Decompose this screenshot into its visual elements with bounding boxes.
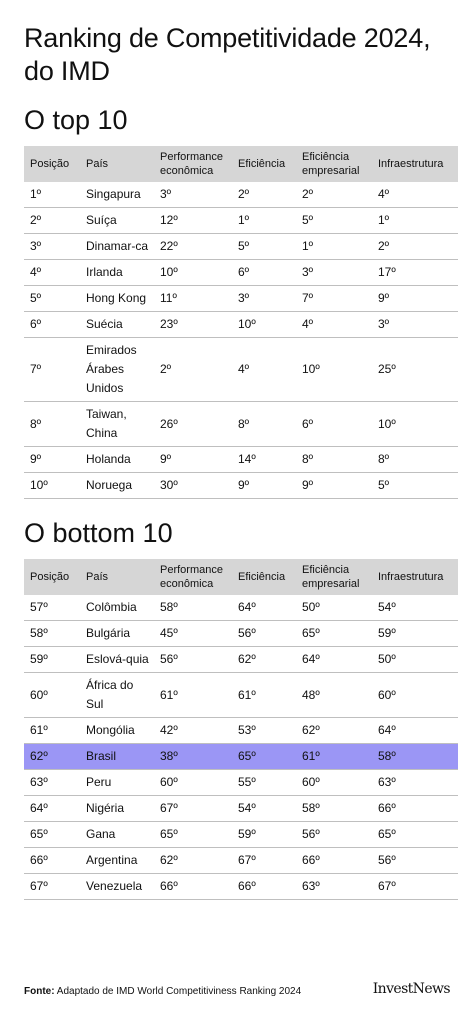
cell-performance: 65º <box>154 822 232 848</box>
source-label: Fonte: <box>24 986 55 997</box>
cell-eficiencia-empresarial: 61º <box>296 744 372 770</box>
cell-performance: 56º <box>154 647 232 673</box>
cell-eficiencia-empresarial: 10º <box>296 338 372 402</box>
cell-performance: 45º <box>154 621 232 647</box>
cell-pais: Dinamar-ca <box>80 234 154 260</box>
cell-posicao: 59º <box>24 647 80 673</box>
cell-eficiencia: 67º <box>232 848 296 874</box>
cell-posicao: 3º <box>24 234 80 260</box>
col-header-infraestrutura: Infraestrutura <box>372 146 458 182</box>
table-row <box>24 260 458 286</box>
cell-eficiencia: 55º <box>232 770 296 796</box>
cell-posicao: 9º <box>24 447 80 473</box>
cell-infraestrutura: 66º <box>372 796 458 822</box>
cell-eficiencia: 3º <box>232 286 296 312</box>
table-row <box>24 182 458 208</box>
cell-pais: Nigéria <box>80 796 154 822</box>
cell-posicao: 8º <box>24 402 80 447</box>
col-header-eficiencia: Eficiência <box>232 559 296 595</box>
cell-infraestrutura: 25º <box>372 338 458 402</box>
cell-eficiencia-empresarial: 56º <box>296 822 372 848</box>
cell-pais: Gana <box>80 822 154 848</box>
cell-posicao: 62º <box>24 744 80 770</box>
cell-infraestrutura: 60º <box>372 673 458 718</box>
cell-posicao: 65º <box>24 822 80 848</box>
cell-infraestrutura: 67º <box>372 874 458 900</box>
cell-eficiencia-empresarial: 63º <box>296 874 372 900</box>
footer <box>24 981 450 999</box>
cell-posicao: 66º <box>24 848 80 874</box>
cell-pais: Venezuela <box>80 874 154 900</box>
cell-eficiencia-empresarial: 48º <box>296 673 372 718</box>
cell-eficiencia-empresarial: 6º <box>296 402 372 447</box>
cell-infraestrutura: 64º <box>372 718 458 744</box>
cell-performance: 3º <box>154 182 232 208</box>
cell-eficiencia: 54º <box>232 796 296 822</box>
cell-infraestrutura: 65º <box>372 822 458 848</box>
cell-posicao: 4º <box>24 260 80 286</box>
cell-infraestrutura: 59º <box>372 621 458 647</box>
cell-performance: 38º <box>154 744 232 770</box>
cell-eficiencia-empresarial: 9º <box>296 473 372 499</box>
cell-pais: Singapura <box>80 182 154 208</box>
cell-performance: 22º <box>154 234 232 260</box>
cell-pais: Brasil <box>80 744 154 770</box>
table-row-highlighted <box>24 744 458 770</box>
cell-eficiencia: 9º <box>232 473 296 499</box>
cell-eficiencia-empresarial: 58º <box>296 796 372 822</box>
table-row <box>24 234 458 260</box>
cell-eficiencia-empresarial: 66º <box>296 848 372 874</box>
cell-pais: Holanda <box>80 447 154 473</box>
table-row <box>24 848 458 874</box>
cell-eficiencia: 61º <box>232 673 296 718</box>
table-row <box>24 718 458 744</box>
cell-posicao: 64º <box>24 796 80 822</box>
cell-pais: Hong Kong <box>80 286 154 312</box>
cell-infraestrutura: 2º <box>372 234 458 260</box>
cell-performance: 9º <box>154 447 232 473</box>
table-row <box>24 447 458 473</box>
cell-eficiencia-empresarial: 64º <box>296 647 372 673</box>
cell-performance: 61º <box>154 673 232 718</box>
cell-pais: Suécia <box>80 312 154 338</box>
cell-eficiencia-empresarial: 3º <box>296 260 372 286</box>
table-row <box>24 473 458 499</box>
table-row <box>24 673 458 718</box>
cell-infraestrutura: 56º <box>372 848 458 874</box>
cell-eficiencia-empresarial: 50º <box>296 595 372 621</box>
cell-eficiencia: 8º <box>232 402 296 447</box>
cell-pais: Colômbia <box>80 595 154 621</box>
cell-eficiencia-empresarial: 60º <box>296 770 372 796</box>
col-header-eficiencia-empresarial: Eficiência empresarial <box>296 146 372 182</box>
table-row <box>24 312 458 338</box>
cell-infraestrutura: 50º <box>372 647 458 673</box>
bottom10-body <box>24 595 458 900</box>
cell-posicao: 5º <box>24 286 80 312</box>
top10-body <box>24 182 458 499</box>
cell-eficiencia-empresarial: 2º <box>296 182 372 208</box>
cell-posicao: 63º <box>24 770 80 796</box>
col-header-posicao: Posição <box>24 146 80 182</box>
cell-performance: 26º <box>154 402 232 447</box>
cell-pais: Irlanda <box>80 260 154 286</box>
cell-pais: Suíça <box>80 208 154 234</box>
table-row <box>24 402 458 447</box>
cell-performance: 67º <box>154 796 232 822</box>
cell-infraestrutura: 10º <box>372 402 458 447</box>
cell-infraestrutura: 3º <box>372 312 458 338</box>
cell-eficiencia: 59º <box>232 822 296 848</box>
cell-pais: Peru <box>80 770 154 796</box>
table-row <box>24 595 458 621</box>
table-header-row <box>24 559 458 595</box>
cell-posicao: 58º <box>24 621 80 647</box>
col-header-infraestrutura: Infraestrutura <box>372 559 458 595</box>
investnews-logo: InvestNews <box>372 981 450 997</box>
cell-pais: África do Sul <box>80 673 154 718</box>
cell-posicao: 61º <box>24 718 80 744</box>
table-row <box>24 338 458 402</box>
cell-pais: Bulgária <box>80 621 154 647</box>
cell-eficiencia: 14º <box>232 447 296 473</box>
table-row <box>24 208 458 234</box>
table-row <box>24 647 458 673</box>
cell-eficiencia-empresarial: 8º <box>296 447 372 473</box>
table-header-row <box>24 146 458 182</box>
col-header-performance: Performance econômica <box>154 559 232 595</box>
cell-performance: 66º <box>154 874 232 900</box>
col-header-pais: País <box>80 146 154 182</box>
cell-eficiencia-empresarial: 65º <box>296 621 372 647</box>
cell-infraestrutura: 8º <box>372 447 458 473</box>
cell-pais: Mongólia <box>80 718 154 744</box>
cell-performance: 42º <box>154 718 232 744</box>
cell-eficiencia: 5º <box>232 234 296 260</box>
table-row <box>24 621 458 647</box>
cell-posicao: 60º <box>24 673 80 718</box>
cell-infraestrutura: 63º <box>372 770 458 796</box>
cell-infraestrutura: 5º <box>372 473 458 499</box>
cell-eficiencia: 66º <box>232 874 296 900</box>
cell-eficiencia: 1º <box>232 208 296 234</box>
cell-posicao: 7º <box>24 338 80 402</box>
cell-performance: 30º <box>154 473 232 499</box>
cell-performance: 10º <box>154 260 232 286</box>
cell-performance: 12º <box>154 208 232 234</box>
cell-pais: Taiwan, China <box>80 402 154 447</box>
cell-eficiencia: 62º <box>232 647 296 673</box>
cell-eficiencia: 56º <box>232 621 296 647</box>
source-text: Adaptado de IMD World Competitiviness Ranking 2024 <box>54 986 302 997</box>
col-header-posicao: Posição <box>24 559 80 595</box>
cell-pais: Noruega <box>80 473 154 499</box>
cell-posicao: 67º <box>24 874 80 900</box>
cell-eficiencia-empresarial: 5º <box>296 208 372 234</box>
col-header-eficiencia: Eficiência <box>232 146 296 182</box>
cell-pais: Eslová-quia <box>80 647 154 673</box>
cell-eficiencia: 2º <box>232 182 296 208</box>
table-row <box>24 796 458 822</box>
cell-infraestrutura: 1º <box>372 208 458 234</box>
table-row <box>24 286 458 312</box>
cell-infraestrutura: 4º <box>372 182 458 208</box>
cell-eficiencia: 64º <box>232 595 296 621</box>
table-row <box>24 822 458 848</box>
cell-posicao: 10º <box>24 473 80 499</box>
col-header-eficiencia-empresarial: Eficiência empresarial <box>296 559 372 595</box>
cell-eficiencia-empresarial: 4º <box>296 312 372 338</box>
cell-infraestrutura: 17º <box>372 260 458 286</box>
cell-infraestrutura: 9º <box>372 286 458 312</box>
table-row <box>24 874 458 900</box>
cell-eficiencia: 10º <box>232 312 296 338</box>
cell-performance: 23º <box>154 312 232 338</box>
cell-infraestrutura: 58º <box>372 744 458 770</box>
top10-heading: O top 10 <box>24 105 128 135</box>
bottom10-table <box>24 559 458 900</box>
cell-performance: 11º <box>154 286 232 312</box>
cell-eficiencia: 6º <box>232 260 296 286</box>
col-header-pais: País <box>80 559 154 595</box>
top10-table <box>24 146 458 499</box>
page <box>24 0 458 900</box>
cell-pais: Argentina <box>80 848 154 874</box>
cell-eficiencia-empresarial: 1º <box>296 234 372 260</box>
cell-posicao: 57º <box>24 595 80 621</box>
cell-posicao: 2º <box>24 208 80 234</box>
col-header-performance: Performance econômica <box>154 146 232 182</box>
cell-performance: 58º <box>154 595 232 621</box>
cell-eficiencia: 4º <box>232 338 296 402</box>
table-row <box>24 770 458 796</box>
cell-performance: 60º <box>154 770 232 796</box>
cell-pais: Emirados Árabes Unidos <box>80 338 154 402</box>
cell-eficiencia: 53º <box>232 718 296 744</box>
cell-eficiencia: 65º <box>232 744 296 770</box>
page-title: Ranking de Competitividade 2024, do IMD <box>24 23 431 86</box>
cell-posicao: 6º <box>24 312 80 338</box>
cell-infraestrutura: 54º <box>372 595 458 621</box>
cell-posicao: 1º <box>24 182 80 208</box>
cell-performance: 62º <box>154 848 232 874</box>
cell-performance: 2º <box>154 338 232 402</box>
cell-eficiencia-empresarial: 7º <box>296 286 372 312</box>
bottom10-heading: O bottom 10 <box>24 518 173 548</box>
cell-eficiencia-empresarial: 62º <box>296 718 372 744</box>
